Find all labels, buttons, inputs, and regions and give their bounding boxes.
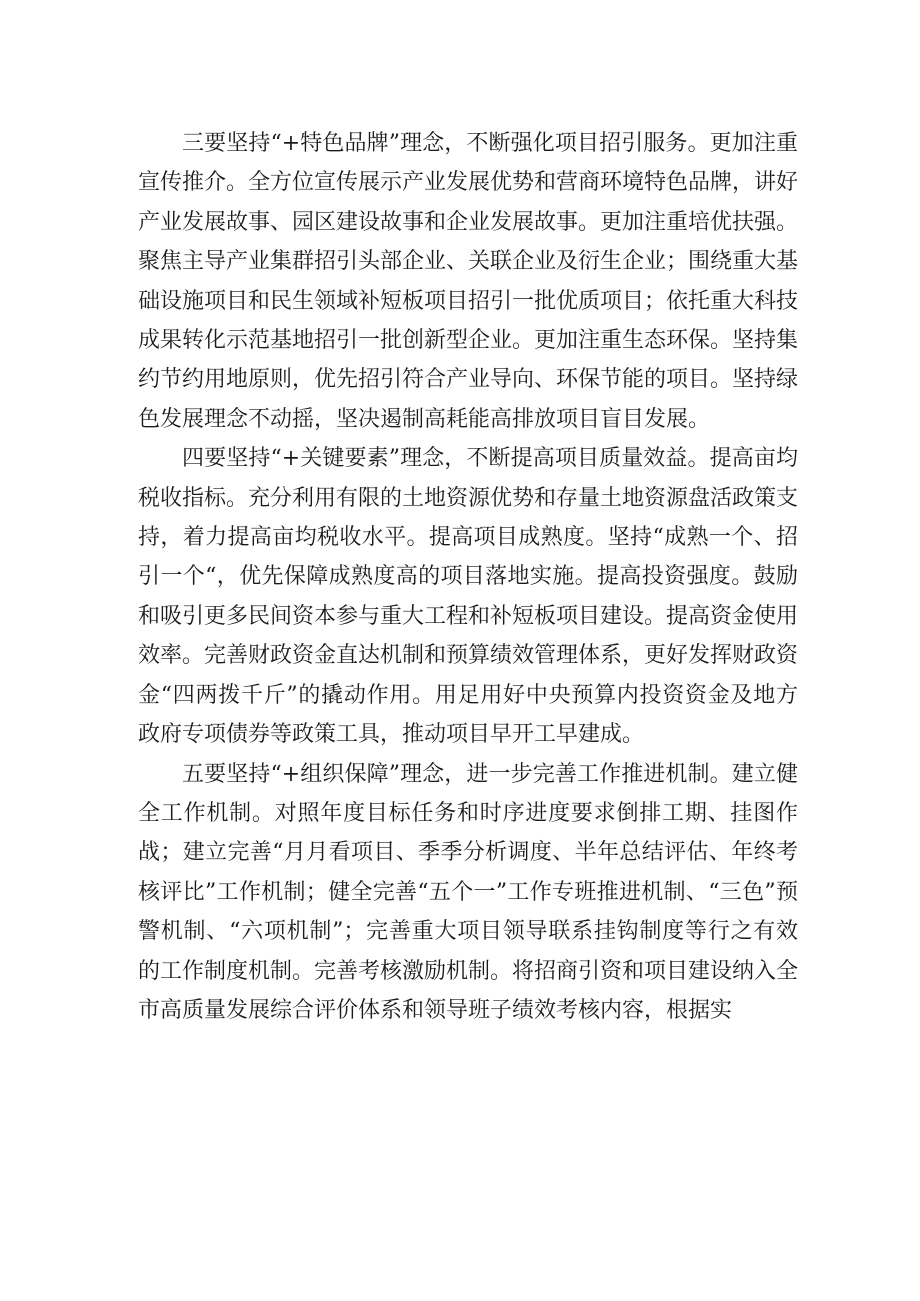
paragraph-five: 五要坚持“+组织保障”理念，进一步完善工作推进机制。建立健全工作机制。对照年度目标任务和时序进度要求倒排工期、挂图作战；建立完善“月月看项目、季季分析调度、半年总结评估、年终考核评比”工作机制；健全完善“五个一”工作专班推进机制、“三色”预警机制、“六项机制”；完善重大项目领导联系挂钩制度等行之有效的工作制度机制。完善考核激励机制。将招商引资和项目建设纳入全市高质量发展综合评价体系和领导班子绩效考核内容，根据实 (138, 761, 799, 1023)
paragraph-four: 四要坚持“+关键要素”理念，不断提高项目质量效益。提高亩均税收指标。充分利用有限的土地资源优势和存量土地资源盘活政策支持，着力提高亩均税收水平。提高项目成熟度。坚持“成熟一个、招引一个“，优先保障成熟度高的项目落地实施。提高投资强度。鼓励和吸引更多民间资本参与重大工程和补短板项目建设。提高资金使用效率。完善财政资金直达机制和预算绩效管理体系，更好发挥财政资金“四两拨千斤”的撬动作用。用足用好中央预算内投资资金及地方政府专项债券等政策工具，推动项目早开工早建成。 (138, 446, 799, 748)
document-body (138, 124, 798, 1030)
paragraph-three: 三要坚持“+特色品牌”理念，不断强化项目招引服务。更加注重宣传推介。全方位宣传展示产业发展优势和营商环境特色品牌，讲好产业发展故事、园区建设故事和企业发展故事。更加注重培优扶强。聚焦主导产业集群招引头部企业、关联企业及衍生企业；围绕重大基础设施项目和民生领域补短板项目招引一批优质项目；依托重大科技成果转化示范基地招引一批创新型企业。更加注重生态环保。坚持集约节约用地原则，优先招引符合产业导向、环保节能的项目。坚持绿色发展理念不动摇，坚决遏制高耗能高排放项目盲目发展。 (138, 131, 799, 432)
